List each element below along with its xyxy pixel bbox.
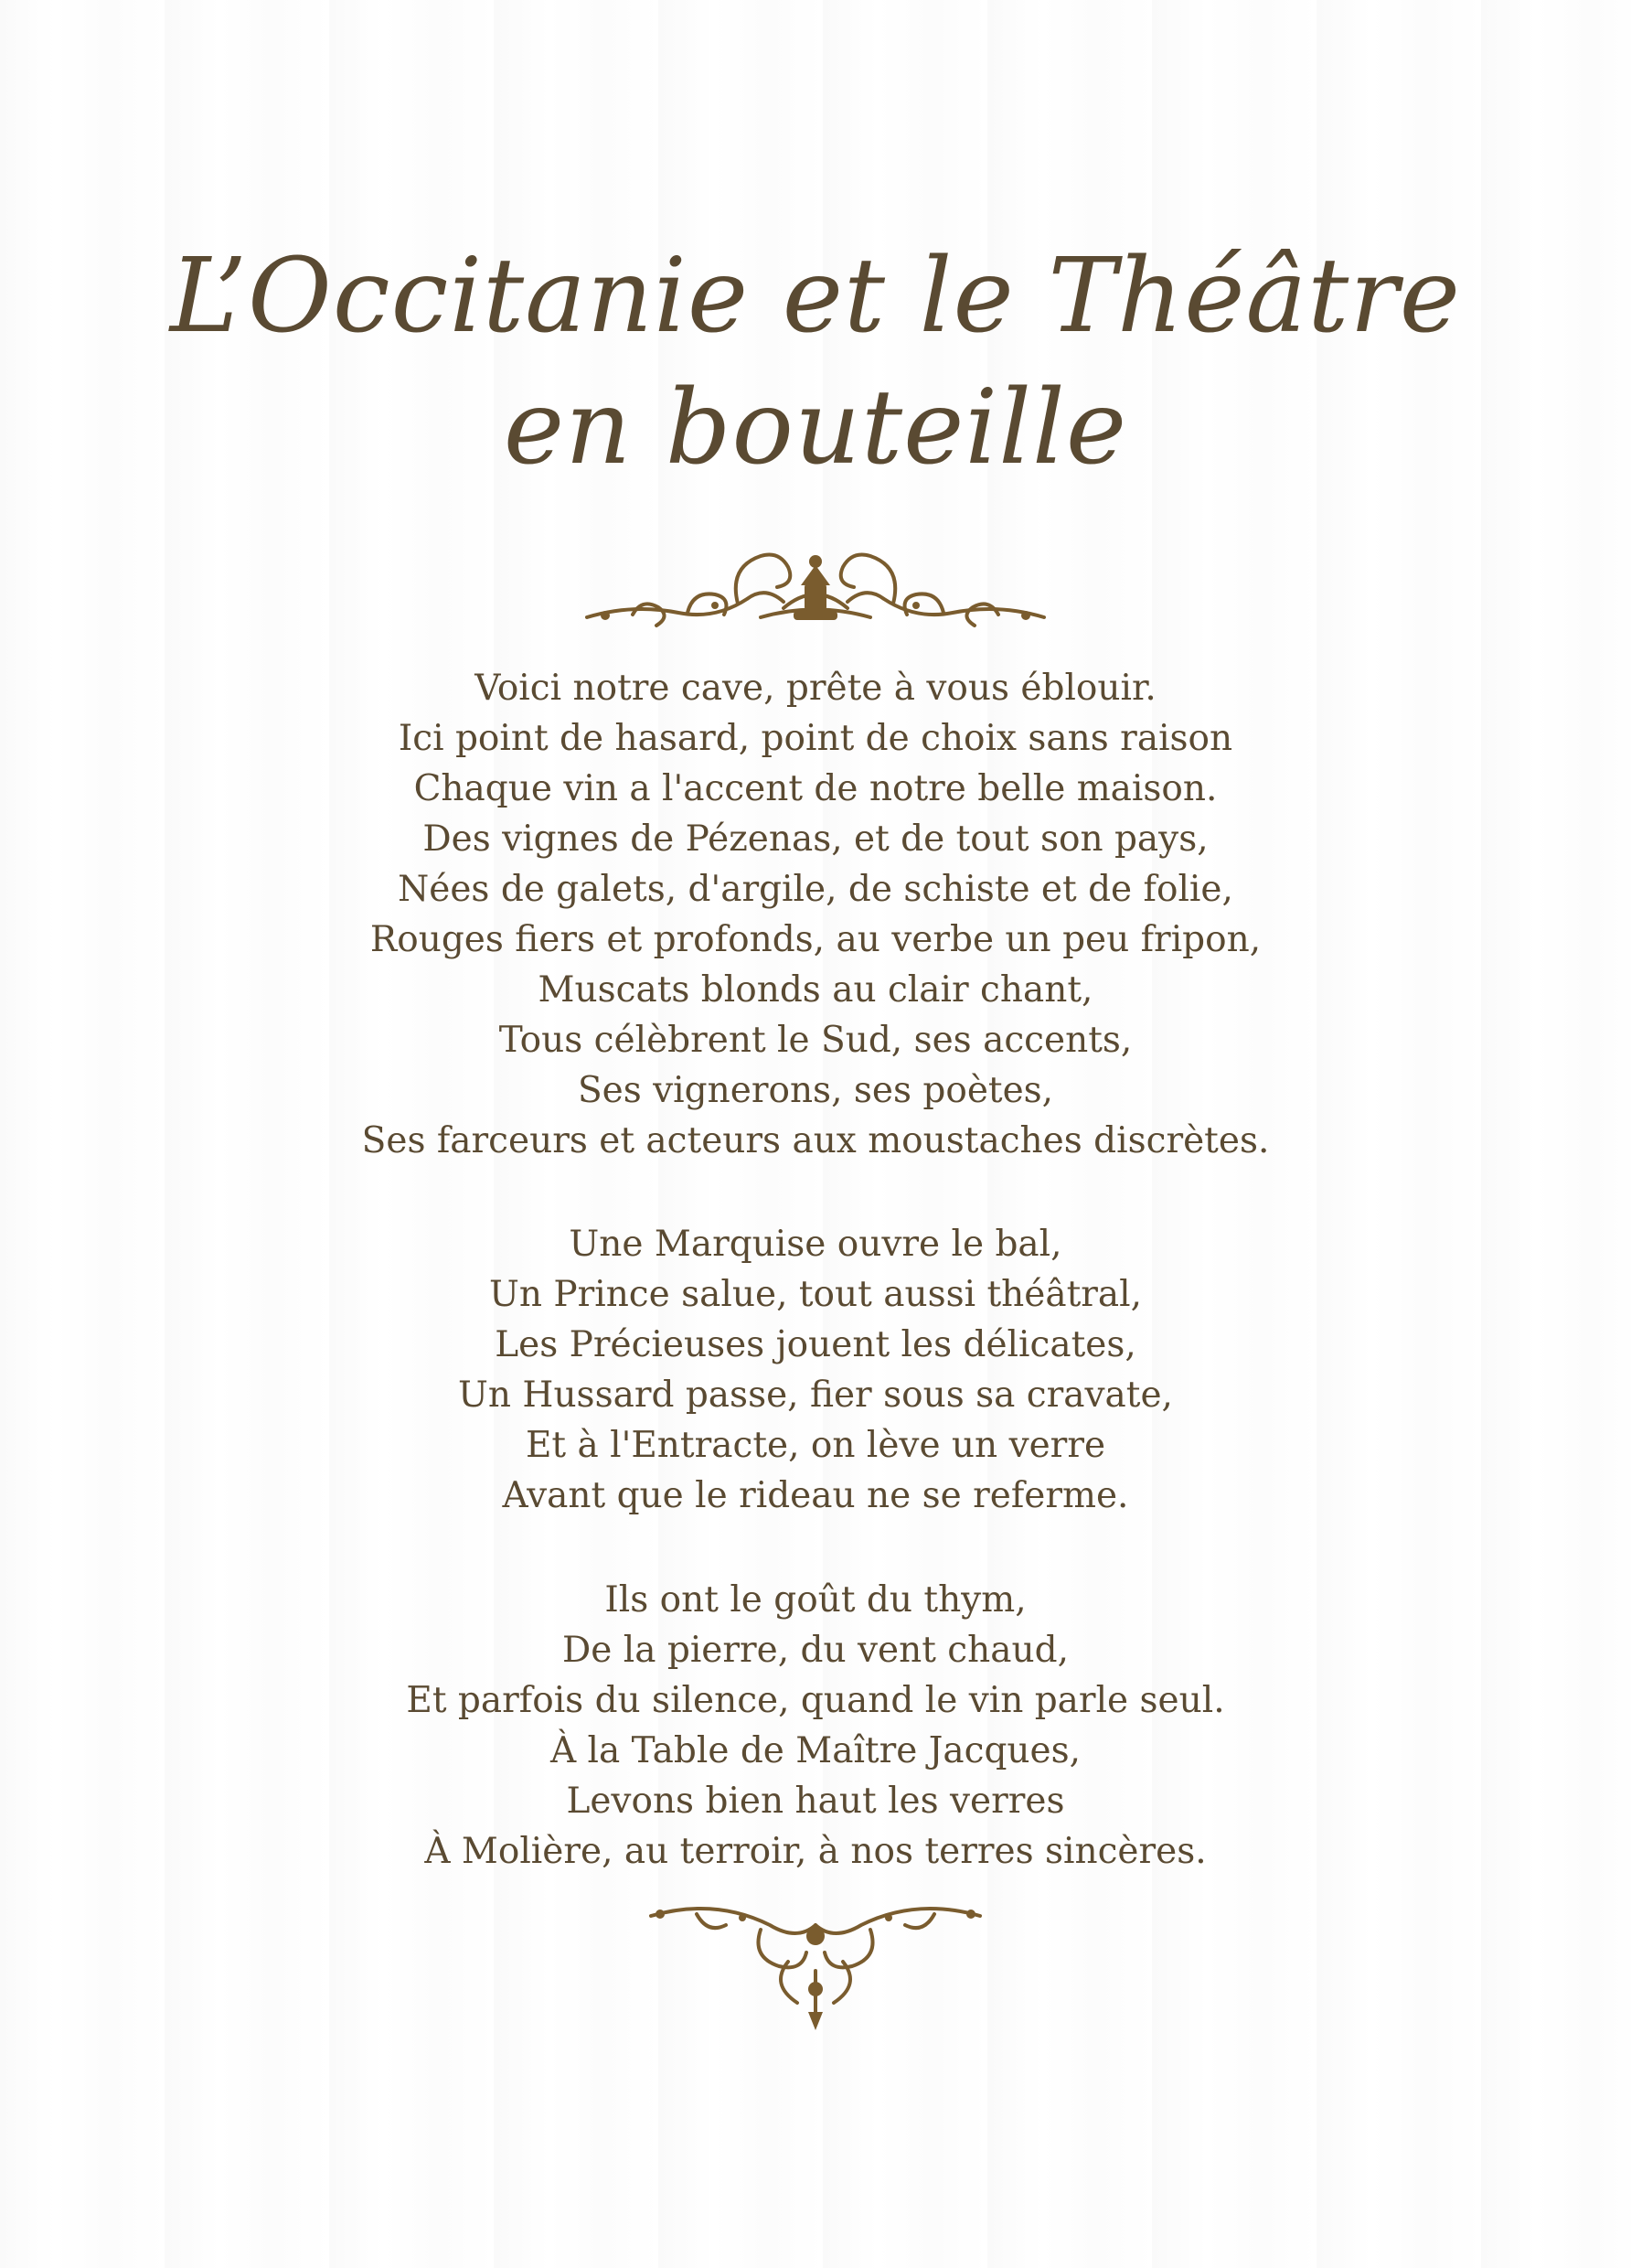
poem-line: Nées de galets, d'argile, de schiste et de folie,	[398, 869, 1233, 910]
poem-line: Levons bien haut les verres	[566, 1781, 1065, 1822]
poem-line: Et à l'Entracte, on lève un verre	[525, 1425, 1106, 1466]
poem-line: À Molière, au terroir, à nos terres sincères.	[424, 1831, 1207, 1872]
poem-line: Des vignes de Pézenas, et de tout son pays,	[422, 818, 1209, 860]
poem-line: Muscats blonds au clair chant,	[538, 969, 1093, 1011]
poem-line: De la pierre, du vent chaud,	[561, 1630, 1070, 1671]
ornamental-flourish-icon	[578, 549, 1053, 633]
page-title-line-1: L’Occitanie et le Théâtre	[169, 237, 1462, 356]
poem-line: Un Hussard passe, fier sous sa cravate,	[458, 1375, 1173, 1416]
poem-line: Ici point de hasard, point de choix sans raison	[398, 718, 1233, 759]
poem-line: Ses vignerons, ses poètes,	[577, 1070, 1054, 1111]
poem-stanza-3	[0, 1575, 1631, 1877]
poem-stanza-1	[0, 663, 1631, 1166]
poem-line: Ses farceurs et acteurs aux moustaches discrètes.	[361, 1120, 1270, 1161]
poem-line: Avant que le rideau ne se referme.	[502, 1475, 1129, 1516]
poem-line: Tous célèbrent le Sud, ses accents,	[498, 1020, 1133, 1061]
poem-line: Chaque vin a l'accent de notre belle maison.	[413, 768, 1218, 809]
ornamental-flourish-icon	[642, 1898, 989, 2035]
poem-line: Un Prince salue, tout aussi théâtral,	[488, 1274, 1143, 1315]
poem-stanza-2	[0, 1219, 1631, 1521]
poem-line: Une Marquise ouvre le bal,	[569, 1224, 1062, 1265]
poem-line: Voici notre cave, prête à vous éblouir.	[474, 668, 1157, 709]
page-title-line-2: en bouteille	[503, 369, 1128, 487]
poem-line: Les Précieuses jouent les délicates,	[495, 1324, 1136, 1365]
poem-line: Ils ont le goût du thym,	[604, 1579, 1027, 1621]
poem-line: Rouges fiers et profonds, au verbe un peu fripon,	[369, 919, 1262, 960]
poem-line: À la Table de Maître Jacques,	[549, 1730, 1082, 1771]
poem-line: Et parfois du silence, quand le vin parle seul.	[406, 1680, 1225, 1721]
